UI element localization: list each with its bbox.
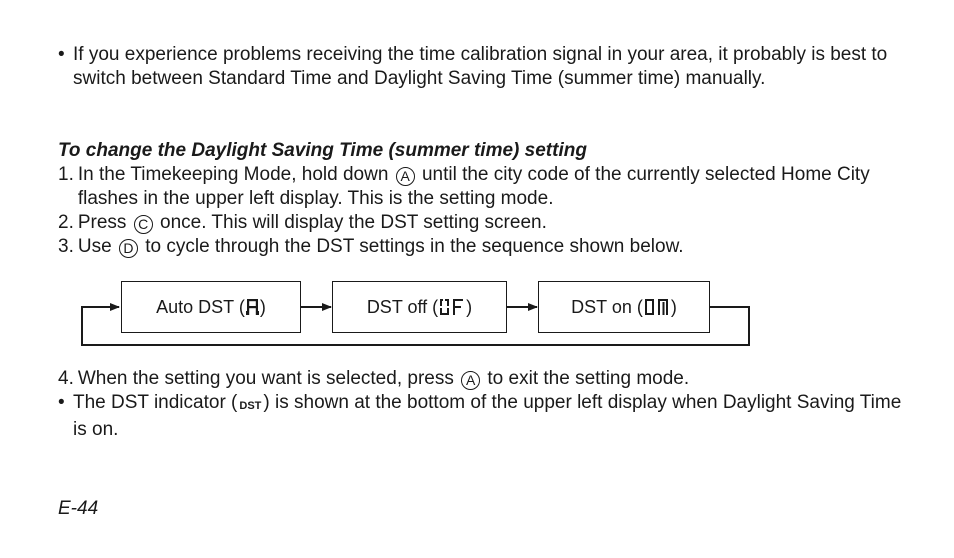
- step-text-pre: Press: [77, 212, 127, 233]
- box-label: DST on (: [571, 297, 643, 317]
- step-text-pre: Use: [77, 236, 112, 257]
- dst-indicator-bullet: [58, 391, 918, 442]
- dst-on-box: [538, 281, 710, 333]
- step-number: 2.: [58, 212, 74, 233]
- dst-off-box: [332, 281, 507, 333]
- box-label-close: ): [466, 297, 473, 317]
- step-4: [58, 367, 918, 391]
- segment-on-icon: [644, 298, 670, 316]
- box-label: DST off (: [366, 297, 439, 317]
- button-c-icon: C: [134, 215, 153, 234]
- dst-auto-box: [121, 281, 301, 333]
- step-text-pre: When the setting you want is selected, press: [77, 368, 454, 389]
- intro-note: [58, 43, 918, 91]
- bullet-text-post: ) is shown at the bottom of the upper left display when Daylight Saving Time is on.: [73, 392, 902, 440]
- button-a-icon: A: [396, 167, 415, 186]
- intro-bullet: [58, 43, 918, 91]
- step-1: [58, 163, 918, 211]
- step-2: [58, 211, 918, 235]
- button-a-icon: A: [461, 371, 480, 390]
- segment-a-icon: [246, 298, 259, 316]
- dst-indicator-icon: DST: [239, 400, 262, 412]
- step-number: 3.: [58, 236, 74, 257]
- step-number: 4.: [58, 368, 74, 389]
- step-text-post: to cycle through the DST settings in the sequence shown below.: [145, 236, 684, 257]
- segment-of-icon: [439, 298, 465, 316]
- step-number: 1.: [58, 164, 74, 185]
- box-label-close: ): [670, 297, 677, 317]
- section-heading: To change the Daylight Saving Time (summer time) setting: [58, 140, 587, 161]
- intro-text: If you experience problems receiving the time calibration signal in your area, it probably is best to switch between Standard Time and Daylight Saving Time (summer time) manually.: [73, 44, 888, 89]
- step-text-post: to exit the setting mode.: [487, 368, 690, 389]
- step-text-pre: In the Timekeeping Mode, hold down: [77, 164, 389, 185]
- bullet-mark: •: [58, 392, 65, 413]
- box-label: Auto DST (: [156, 297, 245, 317]
- closing-steps: [58, 367, 918, 442]
- bullet-text-pre: The DST indicator (: [73, 392, 238, 413]
- bullet-mark: •: [58, 44, 65, 65]
- step-text-post: once. This will display the DST setting screen.: [160, 212, 547, 233]
- step-text-post: until the city code of the currently selected Home City flashes in the upper left display. This is the setting mode.: [77, 164, 870, 209]
- step-3: [58, 235, 918, 259]
- button-d-icon: D: [119, 239, 138, 258]
- page-number: E-44: [58, 498, 99, 519]
- steps-list: [58, 163, 918, 259]
- box-label-close: ): [259, 297, 266, 317]
